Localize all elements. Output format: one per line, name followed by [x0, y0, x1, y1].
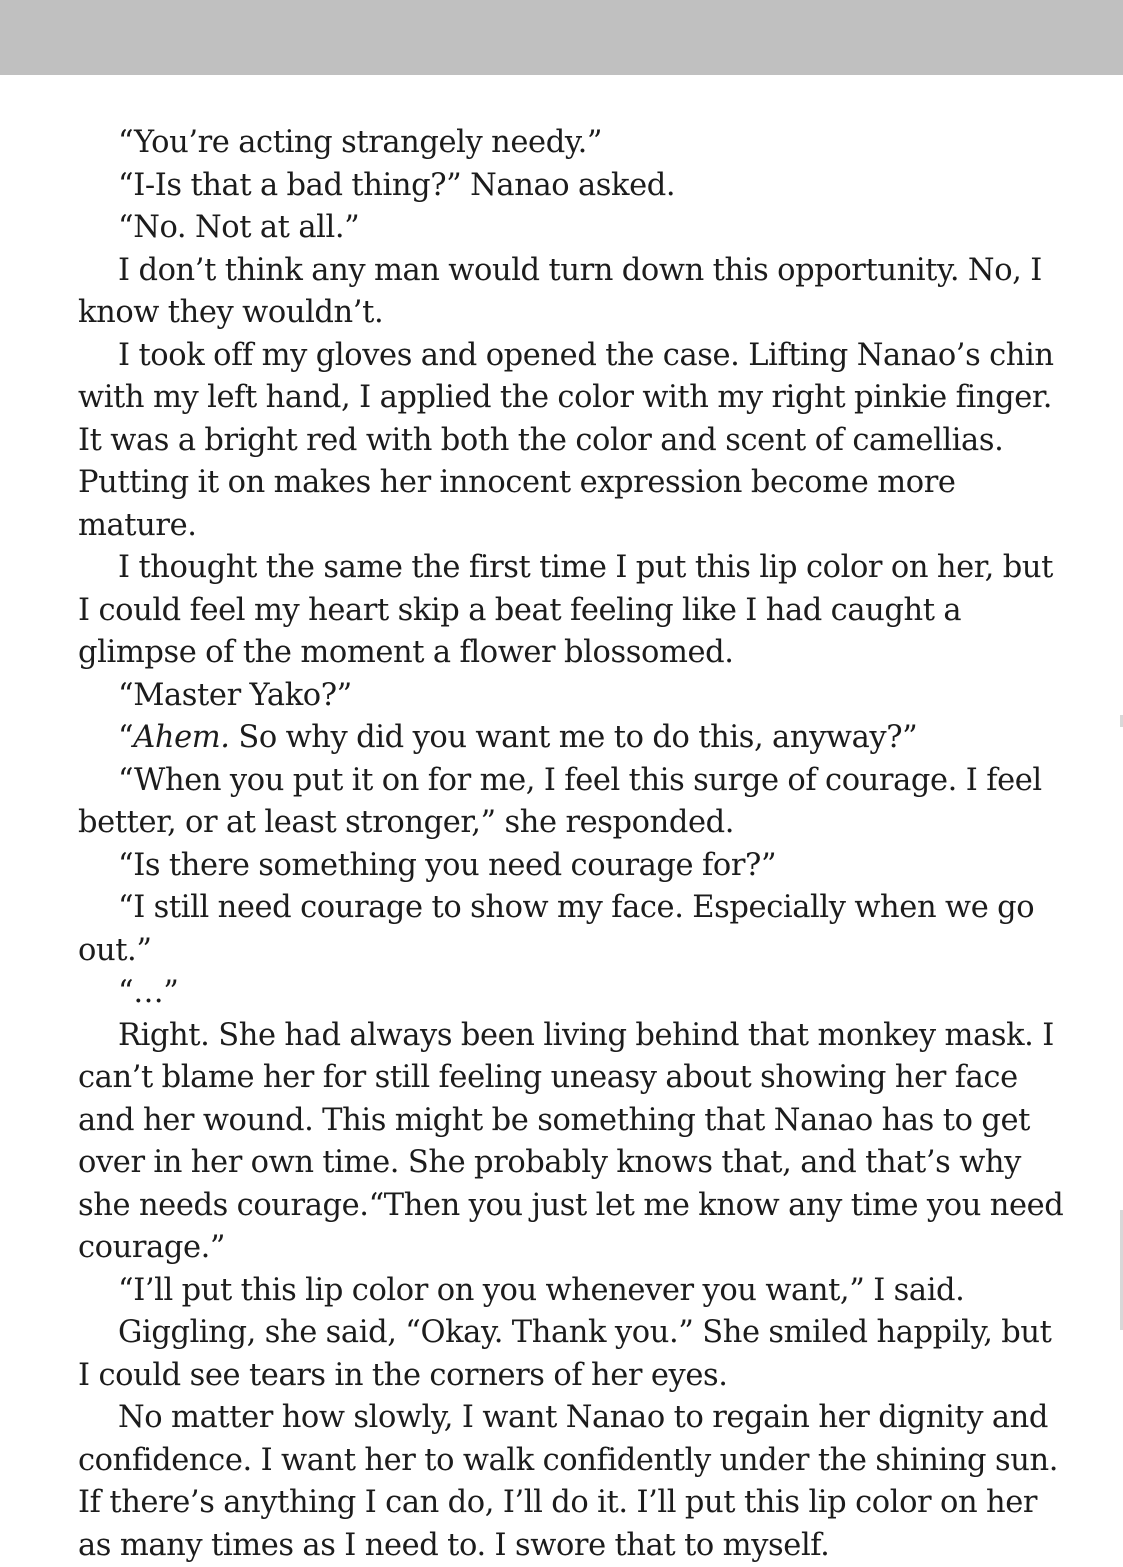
paragraph-10: “Is there something you need courage for?”: [118, 847, 777, 883]
top-bar: [0, 0, 1123, 75]
paragraph-2: “I-Is that a bad thing?” Nanao asked.: [118, 167, 676, 203]
paragraph-9: “When you put it on for me, I feel this surge of courage. I feel better, or at least stronger,” she responded.: [78, 762, 1042, 840]
paragraph-3: “No. Not at all.”: [118, 210, 360, 245]
paragraph-15: Giggling, she said, “Okay. Thank you.” She smiled happily, but I could see tears in the corners of her eyes.: [78, 1315, 1052, 1393]
paragraph-1: “You’re acting strangely needy.”: [118, 125, 603, 160]
page-text: [78, 122, 1068, 1567]
paragraph-8-text: So why did you want me to do this, anyway?”: [229, 720, 918, 755]
paragraph-14: “I’ll put this lip color on you whenever you want,” I said.: [118, 1272, 965, 1308]
paragraph-7: “Master Yako?”: [118, 677, 352, 713]
paragraph-6: I thought the same the first time I put this lip color on her, but I could feel my heart skip a beat feeling like I had caught a glimpse of the moment a flower blossomed.: [78, 550, 1053, 670]
paragraph-8: [78, 717, 1068, 760]
emphasis-text: Ahem.: [133, 720, 230, 755]
open-quote: “: [118, 720, 134, 755]
paragraph-13: Right. She had always been living behind that monkey mask. I can’t blame her for still feeling uneasy about showing her face and her wound. This might be something that Nanao has to get over in her own time. She probably knows that, and that’s why she needs courage.“Then you just let me know any time you need courage.”: [78, 1017, 1064, 1265]
paragraph-12: “…”: [118, 975, 179, 1010]
paragraph-11: “I still need courage to show my face. Especially when we go out.”: [78, 890, 1035, 968]
paragraph-16: No matter how slowly, I want Nanao to regain her dignity and confidence. I want her to walk confidently under the shining sun. If there’s anything I can do, I’ll do it. I’ll put this lip color on her as many times as I need to. I swore that to myself.: [78, 1400, 1059, 1563]
paragraph-5: I took off my gloves and opened the case. Lifting Nanao’s chin with my left hand, I applied the color with my right pinkie finger. It was a bright red with both the color and scent of camellias. Putting it on makes her innocent expression become more mature.: [78, 337, 1054, 543]
paragraph-4: I don’t think any man would turn down this opportunity. No, I know they wouldn’t.: [78, 252, 1042, 330]
